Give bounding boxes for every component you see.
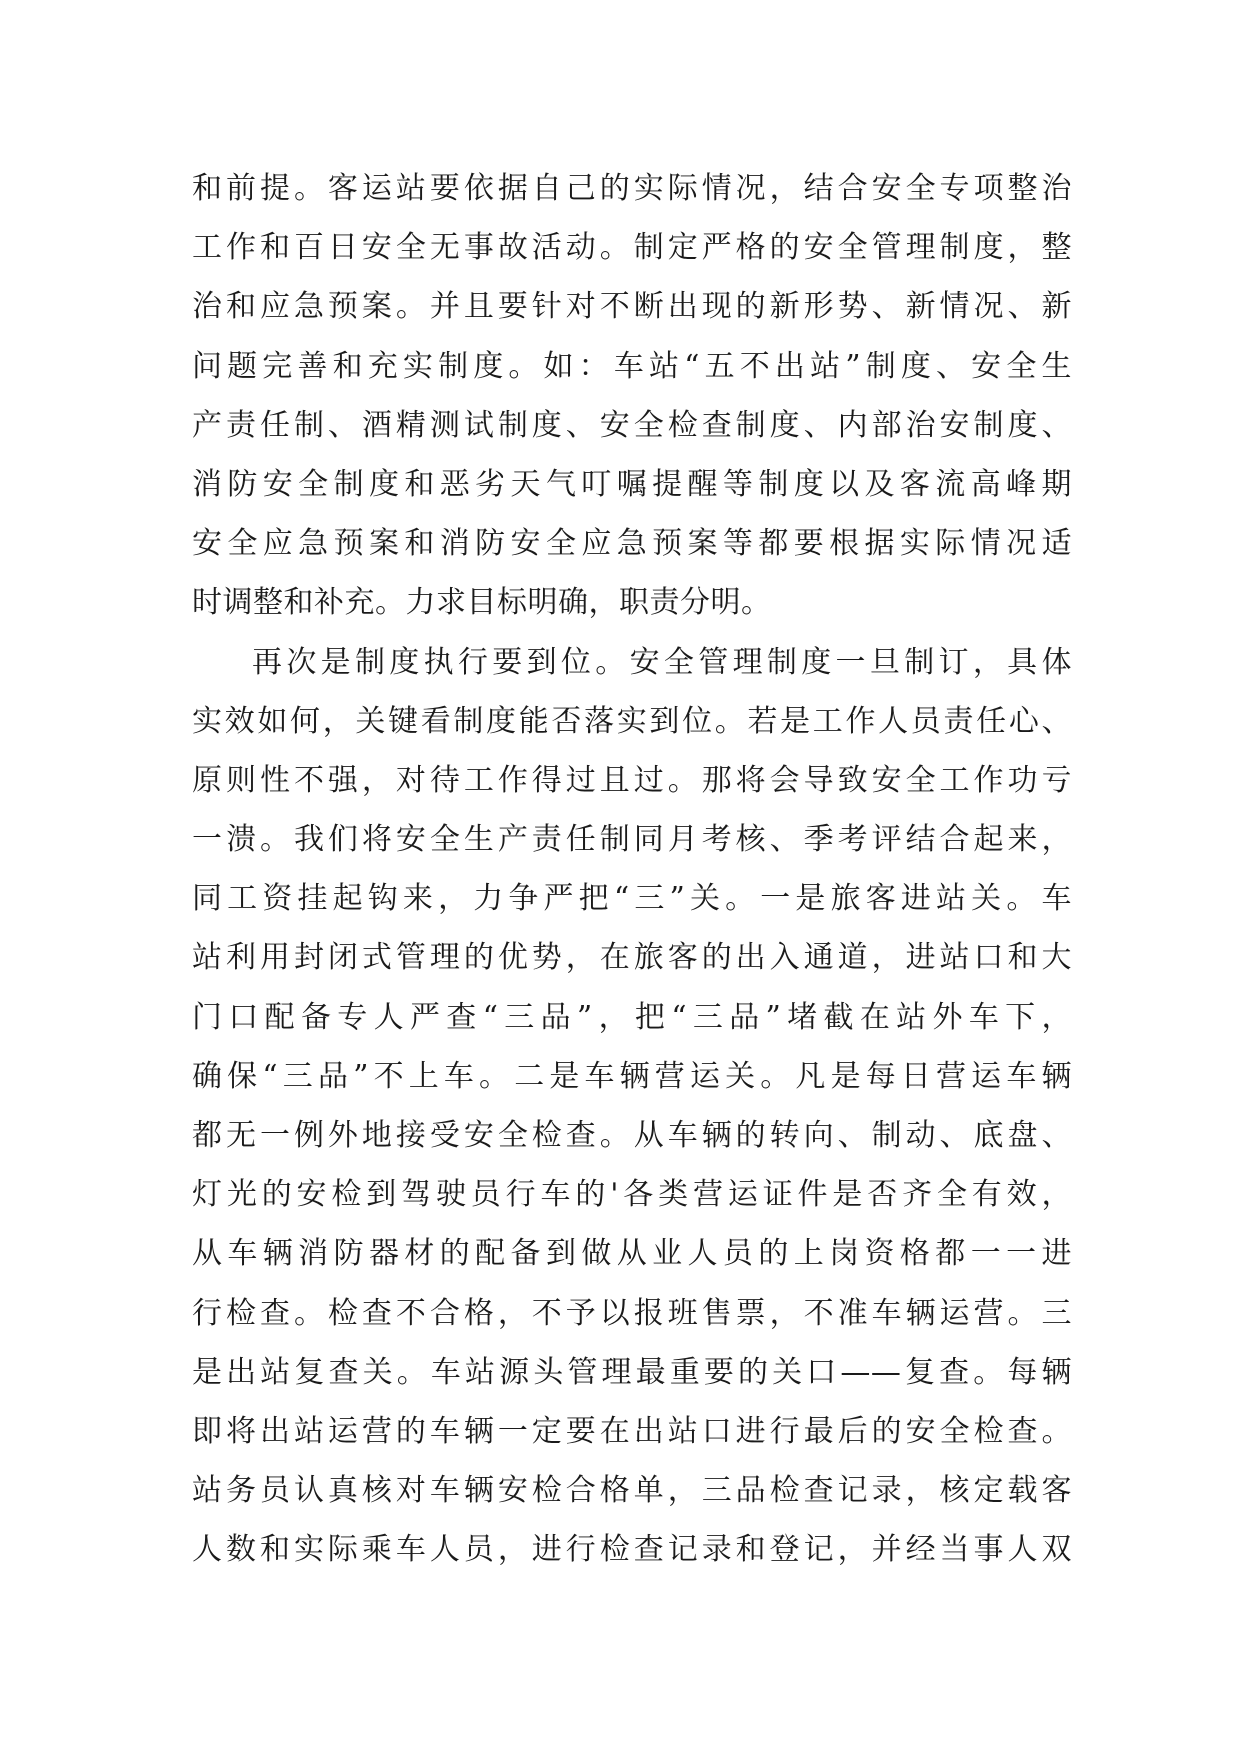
text-line: 灯光的安检到驾驶员行车的'各类营运证件是否齐全有效， [192, 1177, 1072, 1213]
text-line: 人数和实际乘车人员，进行检查记录和登记，并经当事人双 [192, 1532, 1072, 1568]
text-line: 同工资挂起钩来，力争严把“三”关。一是旅客进站关。车 [192, 881, 1072, 917]
text-line: 站利用封闭式管理的优势，在旅客的出入通道，进站口和大 [192, 940, 1072, 976]
text-line: 工作和百日安全无事故活动。制定严格的安全管理制度，整 [192, 230, 1072, 266]
text-line: 行检查。检查不合格，不予以报班售票，不准车辆运营。三 [192, 1295, 1072, 1331]
text-line: 站务员认真核对车辆安检合格单，三品检查记录，核定载客 [192, 1473, 1072, 1509]
text-line: 问题完善和充实制度。如：车站“五不出站”制度、安全生 [192, 348, 1072, 384]
text-line: 原则性不强，对待工作得过且过。那将会导致安全工作功亏 [192, 762, 1072, 798]
text-line: 产责任制、酒精测试制度、安全检查制度、内部治安制度、 [192, 407, 1072, 443]
text-line: 门口配备专人严查“三品”，把“三品”堵截在站外车下， [192, 999, 1072, 1035]
text-line: 一溃。我们将安全生产责任制同月考核、季考评结合起来， [192, 822, 1072, 858]
text-line: 即将出站运营的车辆一定要在出站口进行最后的安全检查。 [192, 1413, 1072, 1449]
text-line: 从车辆消防器材的配备到做从业人员的上岗资格都一一进 [192, 1236, 1072, 1272]
paragraph-start-line: 再次是制度执行要到位。安全管理制度一旦制订，具体 [252, 644, 1072, 680]
text-line: 治和应急预案。并且要针对不断出现的新形势、新情况、新 [192, 289, 1072, 325]
text-line: 确保“三品”不上车。二是车辆营运关。凡是每日营运车辆 [192, 1058, 1072, 1094]
text-line: 消防安全制度和恶劣天气叮嘱提醒等制度以及客流高峰期 [192, 466, 1072, 502]
body-text [192, 159, 1072, 1580]
text-line: 都无一例外地接受安全检查。从车辆的转向、制动、底盘、 [192, 1118, 1072, 1153]
text-line: 时调整和补充。力求目标明确，职责分明。 [192, 585, 772, 621]
text-line: 和前提。客运站要依据自己的实际情况，结合安全专项整治 [192, 171, 1072, 206]
text-line: 是出站复查关。车站源头管理最重要的关口——复查。每辆 [192, 1354, 1072, 1390]
text-line: 实效如何，关键看制度能否落实到位。若是工作人员责任心、 [192, 703, 1072, 739]
text-line: 安全应急预案和消防安全应急预案等都要根据实际情况适 [192, 526, 1072, 562]
